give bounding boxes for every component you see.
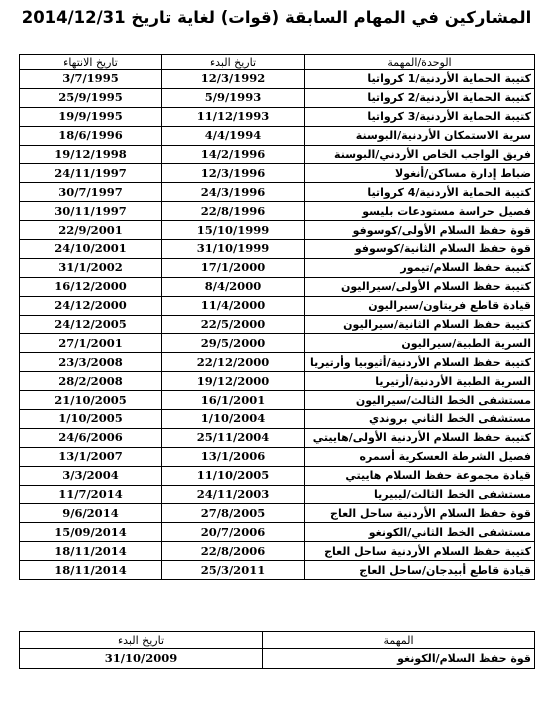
table-row [20, 277, 535, 296]
table-row [20, 561, 535, 580]
end-date-cell: 9/6/2014 [20, 504, 162, 523]
start-date-cell: 31/10/1999 [162, 240, 305, 259]
end-date-cell: 19/9/1995 [20, 107, 162, 126]
header-start-date: تاريخ البدء [162, 55, 305, 70]
table-row [20, 240, 535, 259]
start-date-cell: 12/3/1992 [162, 70, 305, 89]
table-row [20, 353, 535, 372]
end-date-cell: 1/10/2005 [20, 410, 162, 429]
start-date-cell: 13/1/2006 [162, 447, 305, 466]
start-date-cell: 5/9/1993 [162, 88, 305, 107]
end-date-cell: 15/09/2014 [20, 523, 162, 542]
start-date-cell: 22/8/2006 [162, 542, 305, 561]
table-row [20, 126, 535, 145]
end-date-cell: 22/9/2001 [20, 221, 162, 240]
current-table-header-row [20, 632, 535, 649]
mission-cell: كتيبة حفظ السلام الأردنية ساحل العاج [305, 542, 535, 561]
table-row [20, 145, 535, 164]
start-date-cell: 20/7/2006 [162, 523, 305, 542]
mission-cell: كتيبة حفظ السلام الأردنية/أثيوبيا وأرتيريا [305, 353, 535, 372]
mission-cell: كتيبة حفظ السلام الثانية/سيراليون [305, 315, 535, 334]
mission-cell: قوة حفظ السلام الثانية/كوسوفو [305, 240, 535, 259]
start-date-cell: 1/10/2004 [162, 410, 305, 429]
end-date-cell: 31/1/2002 [20, 258, 162, 277]
end-date-cell: 27/1/2001 [20, 334, 162, 353]
table-row [20, 315, 535, 334]
end-date-cell: 24/11/1997 [20, 164, 162, 183]
end-date-cell: 11/7/2014 [20, 485, 162, 504]
table-row [20, 88, 535, 107]
mission-cell: سرية الاستمكان الأردنية/البوسنة [305, 126, 535, 145]
table-row [20, 258, 535, 277]
mission-cell: كتيبة الحماية الأردنية/1 كرواتيا [305, 70, 535, 89]
missions-table-header-row [20, 55, 535, 70]
current-mission-table [19, 631, 535, 669]
mission-cell: قيادة قاطع فريتاون/سيراليون [305, 296, 535, 315]
missions-table [19, 54, 535, 580]
mission-cell: السرية الطبية الأردنية/أرتيريا [305, 372, 535, 391]
page-title: المشاركين في المهام السابقة (قوات) لغاية تاريخ 2014/12/31 [21, 8, 532, 27]
end-date-cell: 18/11/2014 [20, 542, 162, 561]
mission-cell: مستشفى الخط الثاني بروندي [305, 410, 535, 429]
end-date-cell: 30/11/1997 [20, 202, 162, 221]
table-row [20, 542, 535, 561]
start-date-cell: 14/2/1996 [162, 145, 305, 164]
mission-cell: كتيبة الحماية الأردنية/4 كرواتيا [305, 183, 535, 202]
start-date-cell: 12/3/1996 [162, 164, 305, 183]
start-date-cell: 25/11/2004 [162, 428, 305, 447]
mission-cell: كتيبة الحماية الأردنية/3 كرواتيا [305, 107, 535, 126]
end-date-cell: 3/3/2004 [20, 466, 162, 485]
start-date-cell: 31/10/2009 [20, 649, 263, 669]
mission-cell: فريق الواجب الخاص الأردني/البوسنة [305, 145, 535, 164]
table-row [20, 221, 535, 240]
end-date-cell: 21/10/2005 [20, 391, 162, 410]
header-mission: الوحدة/المهمة [305, 55, 535, 70]
table-row [20, 504, 535, 523]
table-row [20, 296, 535, 315]
start-date-cell: 22/8/1996 [162, 202, 305, 221]
table-row [20, 466, 535, 485]
end-date-cell: 3/7/1995 [20, 70, 162, 89]
current-header-mission: المهمة [263, 632, 535, 649]
end-date-cell: 18/6/1996 [20, 126, 162, 145]
table-row [20, 447, 535, 466]
mission-cell: قوة حفظ السلام/الكونغو [263, 649, 535, 669]
table-row [20, 202, 535, 221]
mission-cell: فصيل الشرطة العسكرية أسمره [305, 447, 535, 466]
start-date-cell: 24/3/1996 [162, 183, 305, 202]
start-date-cell: 24/11/2003 [162, 485, 305, 504]
start-date-cell: 15/10/1999 [162, 221, 305, 240]
start-date-cell: 29/5/2000 [162, 334, 305, 353]
start-date-cell: 22/12/2000 [162, 353, 305, 372]
current-header-start-date: تاريخ البدء [20, 632, 263, 649]
start-date-cell: 11/4/2000 [162, 296, 305, 315]
table-row [20, 428, 535, 447]
start-date-cell: 11/12/1993 [162, 107, 305, 126]
mission-cell: مستشفى الخط الثالث/سيراليون [305, 391, 535, 410]
table-row [20, 391, 535, 410]
table-row [20, 372, 535, 391]
mission-cell: قيادة قاطع أبيدجان/ساحل العاج [305, 561, 535, 580]
start-date-cell: 11/10/2005 [162, 466, 305, 485]
table-row [20, 523, 535, 542]
mission-cell: كتيبة حفظ السلام الأردنية الأولى/هاييتي [305, 428, 535, 447]
table-row [20, 164, 535, 183]
end-date-cell: 19/12/1998 [20, 145, 162, 164]
start-date-cell: 8/4/2000 [162, 277, 305, 296]
mission-cell: كتيبة حفظ السلام الأولى/سيراليون [305, 277, 535, 296]
mission-cell: فصيل حراسة مستودعات بليسو [305, 202, 535, 221]
table-row [20, 107, 535, 126]
table-row [20, 70, 535, 89]
start-date-cell: 27/8/2005 [162, 504, 305, 523]
end-date-cell: 28/2/2008 [20, 372, 162, 391]
table-row [20, 183, 535, 202]
end-date-cell: 16/12/2000 [20, 277, 162, 296]
mission-cell: قوة حفظ السلام الأردنية ساحل العاج [305, 504, 535, 523]
end-date-cell: 24/12/2000 [20, 296, 162, 315]
mission-cell: مستشفى الخط الثالث/ليبيريا [305, 485, 535, 504]
start-date-cell: 16/1/2001 [162, 391, 305, 410]
start-date-cell: 17/1/2000 [162, 258, 305, 277]
mission-cell: قيادة مجموعة حفظ السلام هاييتي [305, 466, 535, 485]
table-row [20, 649, 535, 669]
mission-cell: السرية الطبية/سيراليون [305, 334, 535, 353]
start-date-cell: 22/5/2000 [162, 315, 305, 334]
end-date-cell: 30/7/1997 [20, 183, 162, 202]
end-date-cell: 25/9/1995 [20, 88, 162, 107]
end-date-cell: 24/10/2001 [20, 240, 162, 259]
end-date-cell: 24/12/2005 [20, 315, 162, 334]
start-date-cell: 4/4/1994 [162, 126, 305, 145]
start-date-cell: 19/12/2000 [162, 372, 305, 391]
table-row [20, 485, 535, 504]
end-date-cell: 23/3/2008 [20, 353, 162, 372]
table-row [20, 334, 535, 353]
mission-cell: كتيبة حفظ السلام/تيمور [305, 258, 535, 277]
table-row [20, 410, 535, 429]
mission-cell: مستشفى الخط الثاني/الكونغو [305, 523, 535, 542]
mission-cell: كتيبة الحماية الأردنية/2 كرواتيا [305, 88, 535, 107]
header-end-date: تاريخ الانتهاء [20, 55, 162, 70]
end-date-cell: 24/6/2006 [20, 428, 162, 447]
mission-cell: ضباط إدارة مساكن/أنغولا [305, 164, 535, 183]
start-date-cell: 25/3/2011 [162, 561, 305, 580]
mission-cell: قوة حفظ السلام الأولى/كوسوفو [305, 221, 535, 240]
end-date-cell: 18/11/2014 [20, 561, 162, 580]
end-date-cell: 13/1/2007 [20, 447, 162, 466]
